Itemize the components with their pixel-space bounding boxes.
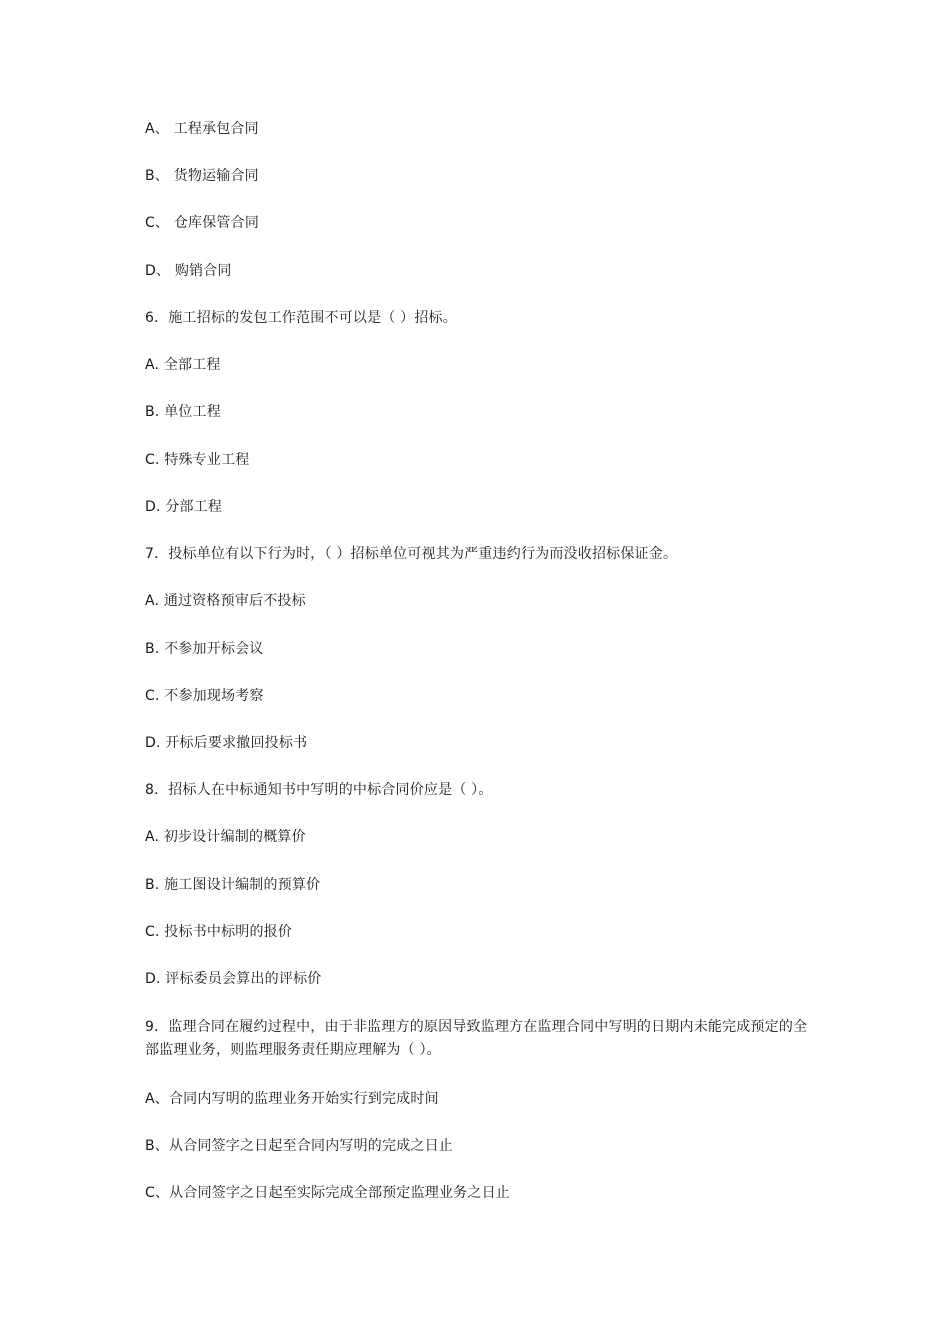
option-c-q6: C. 特殊专业工程 <box>145 452 250 468</box>
option-a-q6: A. 全部工程 <box>145 357 221 373</box>
option-c-q9: C、从合同签字之日起至实际完成全部预定监理业务之日止 <box>145 1185 510 1201</box>
question-7: 7．投标单位有以下行为时，（ ）招标单位可视其为严重违约行为而没收招标保证金。 <box>145 546 678 562</box>
option-d-q6: D. 分部工程 <box>145 499 223 515</box>
option-c-q7: C. 不参加现场考察 <box>145 688 264 704</box>
option-b-q6: B. 单位工程 <box>145 404 221 420</box>
option-a-q7: A. 通过资格预审后不投标 <box>145 593 306 609</box>
option-c-q5: C、 仓库保管合同 <box>145 215 260 231</box>
question-9: 9．监理合同在履约过程中，由于非监理方的原因导致监理方在监理合同中写明的日期内未能完成预定的全部监理业务，则监理服务责任期应理解为（ ）。 <box>145 1019 808 1058</box>
option-a-q9: A、合同内写明的监理业务开始实行到完成时间 <box>145 1091 439 1107</box>
option-b-q8: B. 施工图设计编制的预算价 <box>145 877 321 893</box>
option-a-q5: A、 工程承包合同 <box>145 121 259 137</box>
option-d-q5: D、 购销合同 <box>145 263 232 279</box>
option-b-q5: B、 货物运输合同 <box>145 168 259 184</box>
option-b-q7: B. 不参加开标会议 <box>145 641 264 657</box>
question-8: 8．招标人在中标通知书中写明的中标合同价应是（ ）。 <box>145 782 493 798</box>
option-b-q9: B、从合同签字之日起至合同内写明的完成之日止 <box>145 1138 454 1154</box>
question-6: 6．施工招标的发包工作范围不可以是（ ）招标。 <box>145 310 457 326</box>
option-d-q7: D. 开标后要求撤回投标书 <box>145 735 308 751</box>
option-d-q8: D. 评标委员会算出的评标价 <box>145 971 322 987</box>
option-a-q8: A. 初步设计编制的概算价 <box>145 829 306 845</box>
option-c-q8: C. 投标书中标明的报价 <box>145 924 293 940</box>
